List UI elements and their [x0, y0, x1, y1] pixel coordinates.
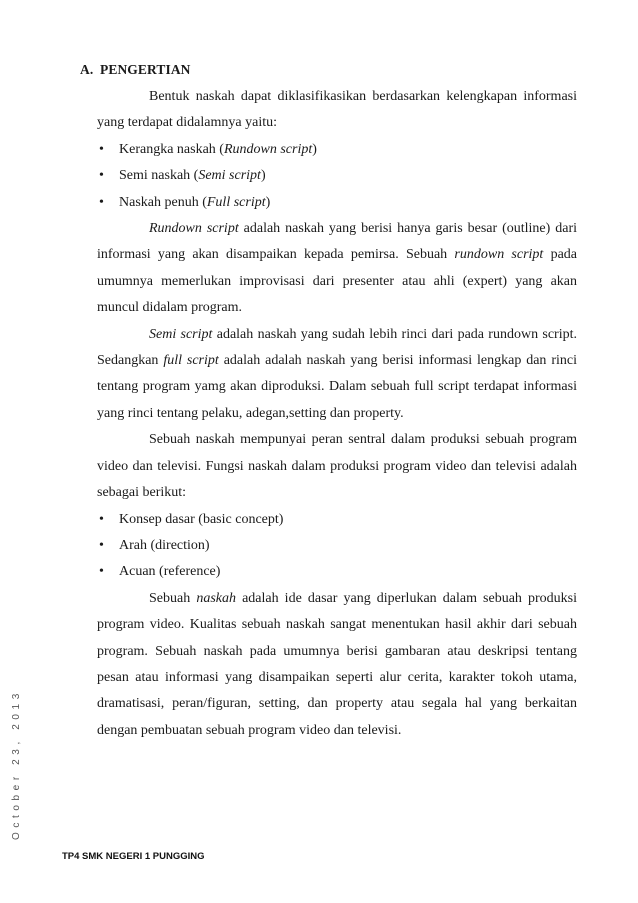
list-item: • Naskah penuh (Full script)	[97, 190, 577, 216]
list-item: • Arah (direction)	[97, 533, 577, 559]
rundown-paragraph: Rundown script adalah naskah yang berisi hanya garis besar (outline) dari informasi yang akan disampaikan kepada pemirsa. Sebuah rundown script pada umumnya memerlukan improvisasi dari presenter atau ahli (expert) yang akan muncul didalam program.	[97, 221, 577, 316]
functions-list	[97, 507, 577, 586]
document-body	[97, 84, 577, 744]
section-heading	[80, 62, 191, 78]
list-item: • Semi naskah (Semi script)	[97, 163, 577, 189]
final-paragraph: Sebuah naskah adalah ide dasar yang diperlukan dalam sebuah produksi program video. Kualitas sebuah naskah sangat menentukan hasil akhir dari sebuah program. Sebuah naskah pada umumnya berisi gambaran atau deskripsi tentang pesan atau informasi yang disampaikan seperti alur cerita, karakter tokoh utama, dramatisasi, peran/figuran, setting, dan property atau segala hal yang berkaitan dengan pembuatan sebuah program video dan televisi.	[97, 590, 578, 738]
function-paragraph: Sebuah naskah mempunyai peran sentral dalam produksi sebuah program video dan televisi. Fungsi naskah dalam produksi program video dan televisi adalah sebagai berikut:	[97, 432, 577, 501]
intro-text: Bentuk naskah dapat diklasifikasikan berdasarkan kelengkapan informasi yang terdapat didalamnya yaitu:	[97, 89, 577, 131]
side-date-label: October 23, 2013	[11, 689, 22, 840]
section-number: A.	[80, 62, 94, 77]
page-footer: TP4 SMK NEGERI 1 PUNGGING	[62, 851, 205, 862]
intro-paragraph	[97, 84, 577, 137]
script-types-list	[97, 137, 577, 216]
semi-script-paragraph: Semi script adalah naskah yang sudah lebih rinci dari pada rundown script. Sedangkan full script adalah adalah naskah yang berisi informasi lengkap dan rinci tentang program yamg akan diproduksi. Dalam sebuah full script terdapat informasi yang rinci tentang pelaku, adegan,setting dan property.	[97, 326, 577, 421]
list-item: • Konsep dasar (basic concept)	[97, 507, 577, 533]
list-item: • Kerangka naskah (Rundown script)	[97, 137, 577, 163]
list-item: • Acuan (reference)	[97, 559, 577, 585]
section-title: PENGERTIAN	[100, 62, 191, 77]
